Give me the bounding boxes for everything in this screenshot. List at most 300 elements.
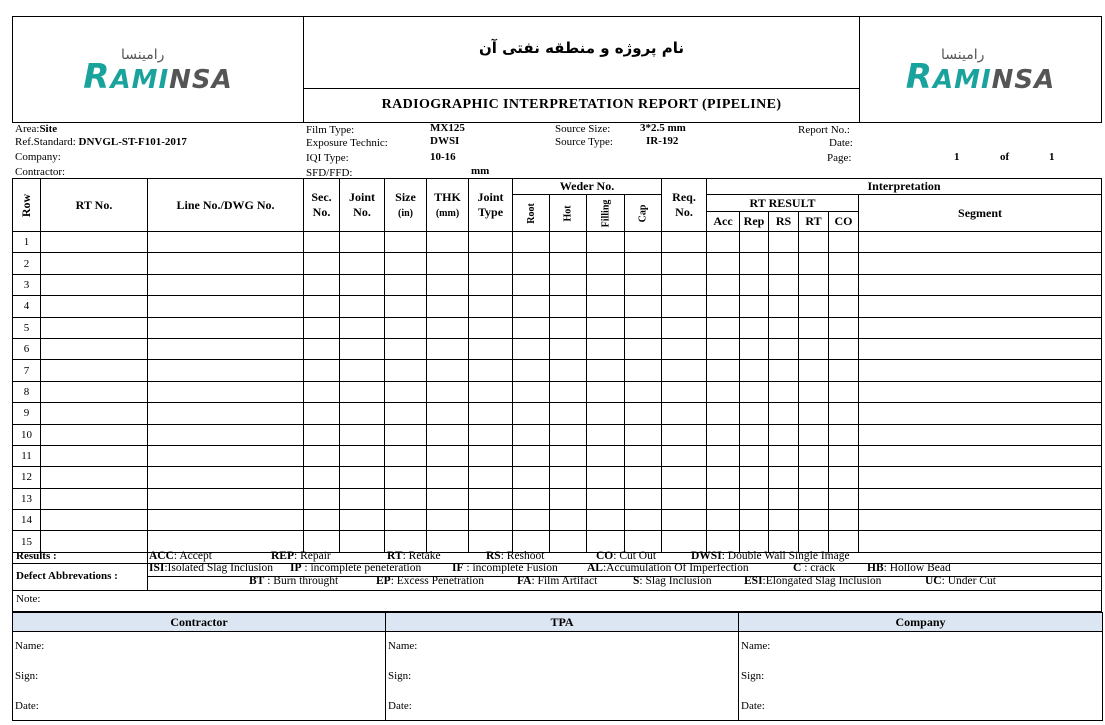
table-cell[interactable] — [587, 424, 625, 445]
table-cell[interactable] — [707, 296, 740, 317]
contractor-name-label: Name: — [15, 640, 45, 652]
table-cell[interactable] — [662, 445, 707, 466]
table-cell[interactable] — [662, 467, 707, 488]
table-cell[interactable] — [769, 338, 799, 359]
table-cell[interactable] — [385, 424, 427, 445]
table-cell[interactable] — [427, 381, 469, 402]
table-cell[interactable] — [707, 232, 740, 253]
table-cell[interactable] — [859, 424, 1102, 445]
table-cell[interactable] — [340, 274, 385, 295]
area-value: Site — [39, 123, 58, 135]
table-cell[interactable] — [427, 510, 469, 531]
table-cell[interactable] — [304, 488, 340, 509]
table-cell[interactable] — [587, 381, 625, 402]
table-cell[interactable] — [469, 360, 513, 381]
row-number: 10 — [13, 424, 41, 445]
table-cell[interactable] — [385, 253, 427, 274]
table-cell[interactable] — [662, 360, 707, 381]
table-cell[interactable] — [550, 467, 587, 488]
table-cell[interactable] — [740, 381, 769, 402]
table-cell[interactable] — [469, 510, 513, 531]
table-cell[interactable] — [769, 488, 799, 509]
table-cell[interactable] — [469, 232, 513, 253]
table-cell[interactable] — [304, 424, 340, 445]
table-cell[interactable] — [41, 253, 148, 274]
table-cell[interactable] — [385, 274, 427, 295]
table-cell[interactable] — [385, 403, 427, 424]
table-cell[interactable] — [340, 424, 385, 445]
table-cell[interactable] — [340, 317, 385, 338]
table-cell[interactable] — [340, 467, 385, 488]
table-cell[interactable] — [587, 338, 625, 359]
table-cell[interactable] — [427, 445, 469, 466]
table-cell[interactable] — [550, 274, 587, 295]
col-welder-no: Weder No. — [513, 179, 662, 195]
table-cell[interactable] — [662, 274, 707, 295]
table-cell[interactable] — [799, 296, 829, 317]
table-cell[interactable] — [513, 403, 550, 424]
row-number: 7 — [13, 360, 41, 381]
table-cell[interactable] — [385, 360, 427, 381]
table-cell[interactable] — [707, 360, 740, 381]
table-cell[interactable] — [148, 274, 304, 295]
table-cell[interactable] — [513, 253, 550, 274]
table-cell[interactable] — [469, 445, 513, 466]
table-cell[interactable] — [427, 424, 469, 445]
table-cell[interactable] — [513, 424, 550, 445]
table-cell[interactable] — [385, 381, 427, 402]
table-cell[interactable] — [304, 467, 340, 488]
table-cell[interactable] — [148, 424, 304, 445]
table-cell[interactable] — [469, 381, 513, 402]
table-cell[interactable] — [550, 360, 587, 381]
table-cell[interactable] — [799, 488, 829, 509]
table-cell[interactable] — [799, 403, 829, 424]
table-cell[interactable] — [662, 296, 707, 317]
table-cell[interactable] — [625, 338, 662, 359]
table-cell[interactable] — [829, 381, 859, 402]
abbreviation-item: C : crack — [793, 562, 836, 574]
table-cell[interactable] — [427, 296, 469, 317]
table-cell[interactable] — [625, 274, 662, 295]
table-cell[interactable] — [41, 510, 148, 531]
table-cell[interactable] — [662, 403, 707, 424]
note-section: Note: — [12, 590, 1102, 612]
table-cell[interactable] — [769, 253, 799, 274]
table-row — [13, 338, 1102, 359]
table-cell[interactable] — [829, 232, 859, 253]
table-cell[interactable] — [469, 253, 513, 274]
table-cell[interactable] — [550, 445, 587, 466]
table-cell[interactable] — [740, 510, 769, 531]
table-cell[interactable] — [550, 510, 587, 531]
table-cell[interactable] — [740, 467, 769, 488]
table-cell[interactable] — [340, 253, 385, 274]
table-cell[interactable] — [859, 360, 1102, 381]
table-cell[interactable] — [587, 488, 625, 509]
table-cell[interactable] — [427, 274, 469, 295]
col-rs: RS — [769, 212, 799, 232]
table-cell[interactable] — [829, 253, 859, 274]
table-cell[interactable] — [41, 403, 148, 424]
table-cell[interactable] — [550, 424, 587, 445]
table-cell[interactable] — [427, 488, 469, 509]
table-cell[interactable] — [829, 424, 859, 445]
table-cell[interactable] — [625, 510, 662, 531]
table-cell[interactable] — [799, 467, 829, 488]
table-cell[interactable] — [41, 317, 148, 338]
table-cell[interactable] — [41, 232, 148, 253]
table-cell[interactable] — [41, 296, 148, 317]
abbreviation-item: RS: Reshoot — [486, 550, 545, 562]
table-cell[interactable] — [148, 317, 304, 338]
table-cell[interactable] — [859, 531, 1102, 552]
col-size: Size (in) — [385, 179, 427, 232]
table-cell[interactable] — [707, 467, 740, 488]
table-cell[interactable] — [427, 232, 469, 253]
table-cell[interactable] — [829, 338, 859, 359]
table-cell[interactable] — [740, 274, 769, 295]
table-cell[interactable] — [41, 338, 148, 359]
table-cell[interactable] — [769, 467, 799, 488]
table-cell[interactable] — [799, 445, 829, 466]
row-number: 5 — [13, 317, 41, 338]
table-row — [13, 296, 1102, 317]
table-cell[interactable] — [550, 232, 587, 253]
table-cell[interactable] — [340, 531, 385, 552]
table-cell[interactable] — [769, 403, 799, 424]
abbreviation-item: REP: Repair — [271, 550, 331, 562]
table-cell[interactable] — [513, 488, 550, 509]
table-cell[interactable] — [148, 232, 304, 253]
table-cell[interactable] — [550, 403, 587, 424]
table-cell[interactable] — [625, 360, 662, 381]
table-cell[interactable] — [513, 360, 550, 381]
table-cell[interactable] — [469, 467, 513, 488]
table-cell[interactable] — [304, 360, 340, 381]
table-row — [13, 467, 1102, 488]
table-cell[interactable] — [799, 253, 829, 274]
table-cell[interactable] — [625, 381, 662, 402]
table-cell[interactable] — [587, 274, 625, 295]
table-cell[interactable] — [859, 253, 1102, 274]
table-cell[interactable] — [513, 510, 550, 531]
table-cell[interactable] — [513, 274, 550, 295]
table-cell[interactable] — [427, 403, 469, 424]
table-cell[interactable] — [707, 445, 740, 466]
table-cell[interactable] — [799, 381, 829, 402]
table-cell[interactable] — [148, 510, 304, 531]
table-cell[interactable] — [304, 510, 340, 531]
table-cell[interactable] — [304, 381, 340, 402]
table-cell[interactable] — [148, 296, 304, 317]
table-cell[interactable] — [707, 253, 740, 274]
table-cell[interactable] — [469, 488, 513, 509]
table-cell[interactable] — [427, 467, 469, 488]
table-cell[interactable] — [340, 488, 385, 509]
table-cell[interactable] — [41, 360, 148, 381]
table-cell[interactable] — [340, 360, 385, 381]
table-cell[interactable] — [707, 510, 740, 531]
table-cell[interactable] — [662, 488, 707, 509]
table-cell[interactable] — [340, 381, 385, 402]
table-cell[interactable] — [148, 360, 304, 381]
table-cell[interactable] — [707, 403, 740, 424]
col-acc: Acc — [707, 212, 740, 232]
table-cell[interactable] — [769, 296, 799, 317]
table-cell[interactable] — [740, 403, 769, 424]
table-cell[interactable] — [740, 488, 769, 509]
table-cell[interactable] — [769, 317, 799, 338]
table-cell[interactable] — [707, 274, 740, 295]
table-cell[interactable] — [304, 253, 340, 274]
table-cell[interactable] — [513, 296, 550, 317]
table-cell[interactable] — [148, 338, 304, 359]
table-cell[interactable] — [587, 467, 625, 488]
table-cell[interactable] — [340, 338, 385, 359]
abbreviation-item: CO: Cut Out — [596, 550, 657, 562]
table-cell[interactable] — [41, 381, 148, 402]
table-cell[interactable] — [625, 424, 662, 445]
company-name-label: Name: — [741, 640, 771, 652]
col-rep: Rep — [740, 212, 769, 232]
table-cell[interactable] — [625, 296, 662, 317]
table-cell[interactable] — [829, 488, 859, 509]
table-cell[interactable] — [385, 510, 427, 531]
table-cell[interactable] — [799, 274, 829, 295]
table-cell[interactable] — [550, 253, 587, 274]
table-cell[interactable] — [707, 381, 740, 402]
table-cell[interactable] — [385, 467, 427, 488]
table-cell[interactable] — [513, 232, 550, 253]
table-cell[interactable] — [799, 338, 829, 359]
table-cell[interactable] — [304, 232, 340, 253]
table-cell[interactable] — [41, 488, 148, 509]
table-cell[interactable] — [513, 317, 550, 338]
table-cell[interactable] — [304, 338, 340, 359]
abbreviation-item: AL:Accumulation Of Imperfection — [587, 562, 749, 574]
table-cell[interactable] — [662, 424, 707, 445]
table-cell[interactable] — [385, 338, 427, 359]
table-cell[interactable] — [662, 338, 707, 359]
table-cell[interactable] — [587, 317, 625, 338]
table-cell[interactable] — [340, 445, 385, 466]
table-cell[interactable] — [859, 338, 1102, 359]
table-cell[interactable] — [707, 338, 740, 359]
tpa-sign-label: Sign: — [388, 670, 412, 682]
table-cell[interactable] — [41, 274, 148, 295]
table-cell[interactable] — [427, 360, 469, 381]
company-date-label: Date: — [741, 700, 765, 712]
table-cell[interactable] — [304, 445, 340, 466]
raminsa-logo-right: رامینسا RAMINSA — [905, 47, 1056, 97]
table-cell[interactable] — [625, 445, 662, 466]
table-cell[interactable] — [469, 424, 513, 445]
table-cell[interactable] — [385, 296, 427, 317]
table-cell[interactable] — [707, 488, 740, 509]
source-type-value: IR-192 — [646, 135, 679, 147]
table-cell[interactable] — [550, 488, 587, 509]
table-cell[interactable] — [707, 424, 740, 445]
table-cell[interactable] — [859, 445, 1102, 466]
table-cell[interactable] — [769, 274, 799, 295]
table-cell[interactable] — [829, 403, 859, 424]
col-interpretation: Interpretation — [707, 179, 1102, 195]
table-cell[interactable] — [427, 317, 469, 338]
table-cell[interactable] — [829, 510, 859, 531]
ref-standard-value: DNVGL-ST-F101-2017 — [78, 136, 187, 148]
table-cell[interactable] — [829, 296, 859, 317]
table-cell[interactable] — [469, 317, 513, 338]
abbreviation-item: S: Slag Inclusion — [633, 575, 712, 587]
table-cell[interactable] — [769, 445, 799, 466]
table-cell[interactable] — [148, 467, 304, 488]
table-cell[interactable] — [469, 403, 513, 424]
table-cell[interactable] — [859, 296, 1102, 317]
table-cell[interactable] — [859, 510, 1102, 531]
table-row — [13, 317, 1102, 338]
table-cell[interactable] — [662, 381, 707, 402]
table-cell[interactable] — [829, 317, 859, 338]
table-cell[interactable] — [799, 510, 829, 531]
table-cell[interactable] — [550, 296, 587, 317]
table-cell[interactable] — [625, 488, 662, 509]
table-cell[interactable] — [587, 510, 625, 531]
table-row — [13, 445, 1102, 466]
table-cell[interactable] — [513, 445, 550, 466]
page-label: Page: — [827, 152, 852, 164]
table-row — [13, 274, 1102, 295]
table-cell[interactable] — [427, 338, 469, 359]
table-cell[interactable] — [829, 467, 859, 488]
table-cell[interactable] — [587, 296, 625, 317]
table-cell[interactable] — [859, 232, 1102, 253]
table-cell[interactable] — [740, 232, 769, 253]
table-cell[interactable] — [148, 381, 304, 402]
table-cell[interactable] — [829, 360, 859, 381]
abbreviation-item: EP: Excess Penetration — [376, 575, 484, 587]
tpa-header: TPA — [386, 613, 739, 632]
col-line-no: Line No./DWG No. — [148, 179, 304, 232]
table-cell[interactable] — [427, 253, 469, 274]
exposure-value: DWSI — [430, 135, 460, 147]
table-cell[interactable] — [385, 317, 427, 338]
table-cell[interactable] — [740, 296, 769, 317]
table-cell[interactable] — [662, 253, 707, 274]
table-cell[interactable] — [740, 338, 769, 359]
table-cell[interactable] — [41, 424, 148, 445]
table-cell[interactable] — [340, 296, 385, 317]
table-cell[interactable] — [740, 360, 769, 381]
table-cell[interactable] — [550, 381, 587, 402]
table-cell[interactable] — [340, 403, 385, 424]
table-cell[interactable] — [550, 531, 587, 552]
table-cell[interactable] — [587, 232, 625, 253]
table-cell[interactable] — [829, 274, 859, 295]
table-cell[interactable] — [859, 381, 1102, 402]
table-cell[interactable] — [859, 274, 1102, 295]
table-cell[interactable] — [859, 488, 1102, 509]
row-number: 8 — [13, 381, 41, 402]
table-cell[interactable] — [148, 253, 304, 274]
table-cell[interactable] — [148, 445, 304, 466]
table-cell[interactable] — [625, 232, 662, 253]
abbreviation-item: IP : incomplete peneteration — [290, 562, 422, 574]
table-cell[interactable] — [469, 274, 513, 295]
table-cell[interactable] — [662, 317, 707, 338]
defect-legend: Defect Abbrevations : ISI:Isolated Slag Inclusion IP : incomplete peneteration IF : incomplete Fusion AL:Accumulation Of Imperfection C : crack HB: Hollow Bead BT : Burn throught EP: Excess Penetration FA: Film Artifact S: Slag Inclusion ESI:Elongated Slag Inclusion UC: Under Cut — [12, 563, 1102, 591]
table-cell[interactable] — [340, 232, 385, 253]
table-cell[interactable] — [769, 381, 799, 402]
table-cell[interactable] — [769, 424, 799, 445]
table-cell[interactable] — [740, 445, 769, 466]
table-cell[interactable] — [148, 488, 304, 509]
table-cell[interactable] — [769, 510, 799, 531]
table-cell[interactable] — [385, 488, 427, 509]
table-cell[interactable] — [740, 253, 769, 274]
table-cell[interactable] — [550, 338, 587, 359]
table-cell[interactable] — [859, 467, 1102, 488]
table-cell[interactable] — [799, 424, 829, 445]
table-cell[interactable] — [587, 403, 625, 424]
table-cell[interactable] — [340, 510, 385, 531]
table-cell[interactable] — [385, 232, 427, 253]
table-cell[interactable] — [587, 360, 625, 381]
table-cell[interactable] — [662, 232, 707, 253]
table-row — [13, 232, 1102, 253]
table-cell[interactable] — [304, 274, 340, 295]
table-cell[interactable] — [385, 445, 427, 466]
table-cell[interactable] — [513, 381, 550, 402]
table-cell[interactable] — [859, 317, 1102, 338]
table-cell[interactable] — [304, 296, 340, 317]
table-cell[interactable] — [587, 253, 625, 274]
table-cell[interactable] — [513, 467, 550, 488]
table-cell[interactable] — [769, 360, 799, 381]
table-cell[interactable] — [625, 467, 662, 488]
table-cell[interactable] — [625, 317, 662, 338]
table-cell[interactable] — [799, 232, 829, 253]
table-cell[interactable] — [304, 403, 340, 424]
table-cell[interactable] — [148, 403, 304, 424]
table-cell[interactable] — [550, 317, 587, 338]
table-cell[interactable] — [625, 403, 662, 424]
table-cell[interactable] — [740, 424, 769, 445]
table-cell[interactable] — [829, 445, 859, 466]
col-thk: THK (mm) — [427, 179, 469, 232]
table-cell[interactable] — [513, 338, 550, 359]
table-cell[interactable] — [662, 510, 707, 531]
table-cell[interactable] — [469, 338, 513, 359]
table-cell[interactable] — [799, 360, 829, 381]
table-cell[interactable] — [740, 317, 769, 338]
table-cell[interactable] — [707, 317, 740, 338]
table-cell[interactable] — [625, 253, 662, 274]
table-cell[interactable] — [799, 317, 829, 338]
table-cell[interactable] — [859, 403, 1102, 424]
table-cell[interactable] — [587, 445, 625, 466]
table-cell[interactable] — [41, 445, 148, 466]
col-rt-result: RT RESULT — [707, 195, 859, 212]
row-number: 2 — [13, 253, 41, 274]
table-cell[interactable] — [41, 467, 148, 488]
table-cell[interactable] — [769, 232, 799, 253]
table-cell[interactable] — [304, 317, 340, 338]
abbreviation-item: DWSI: Double Wall Single Image — [691, 550, 850, 562]
table-row — [13, 381, 1102, 402]
table-cell[interactable] — [469, 296, 513, 317]
contractor-sign-label: Sign: — [15, 670, 39, 682]
